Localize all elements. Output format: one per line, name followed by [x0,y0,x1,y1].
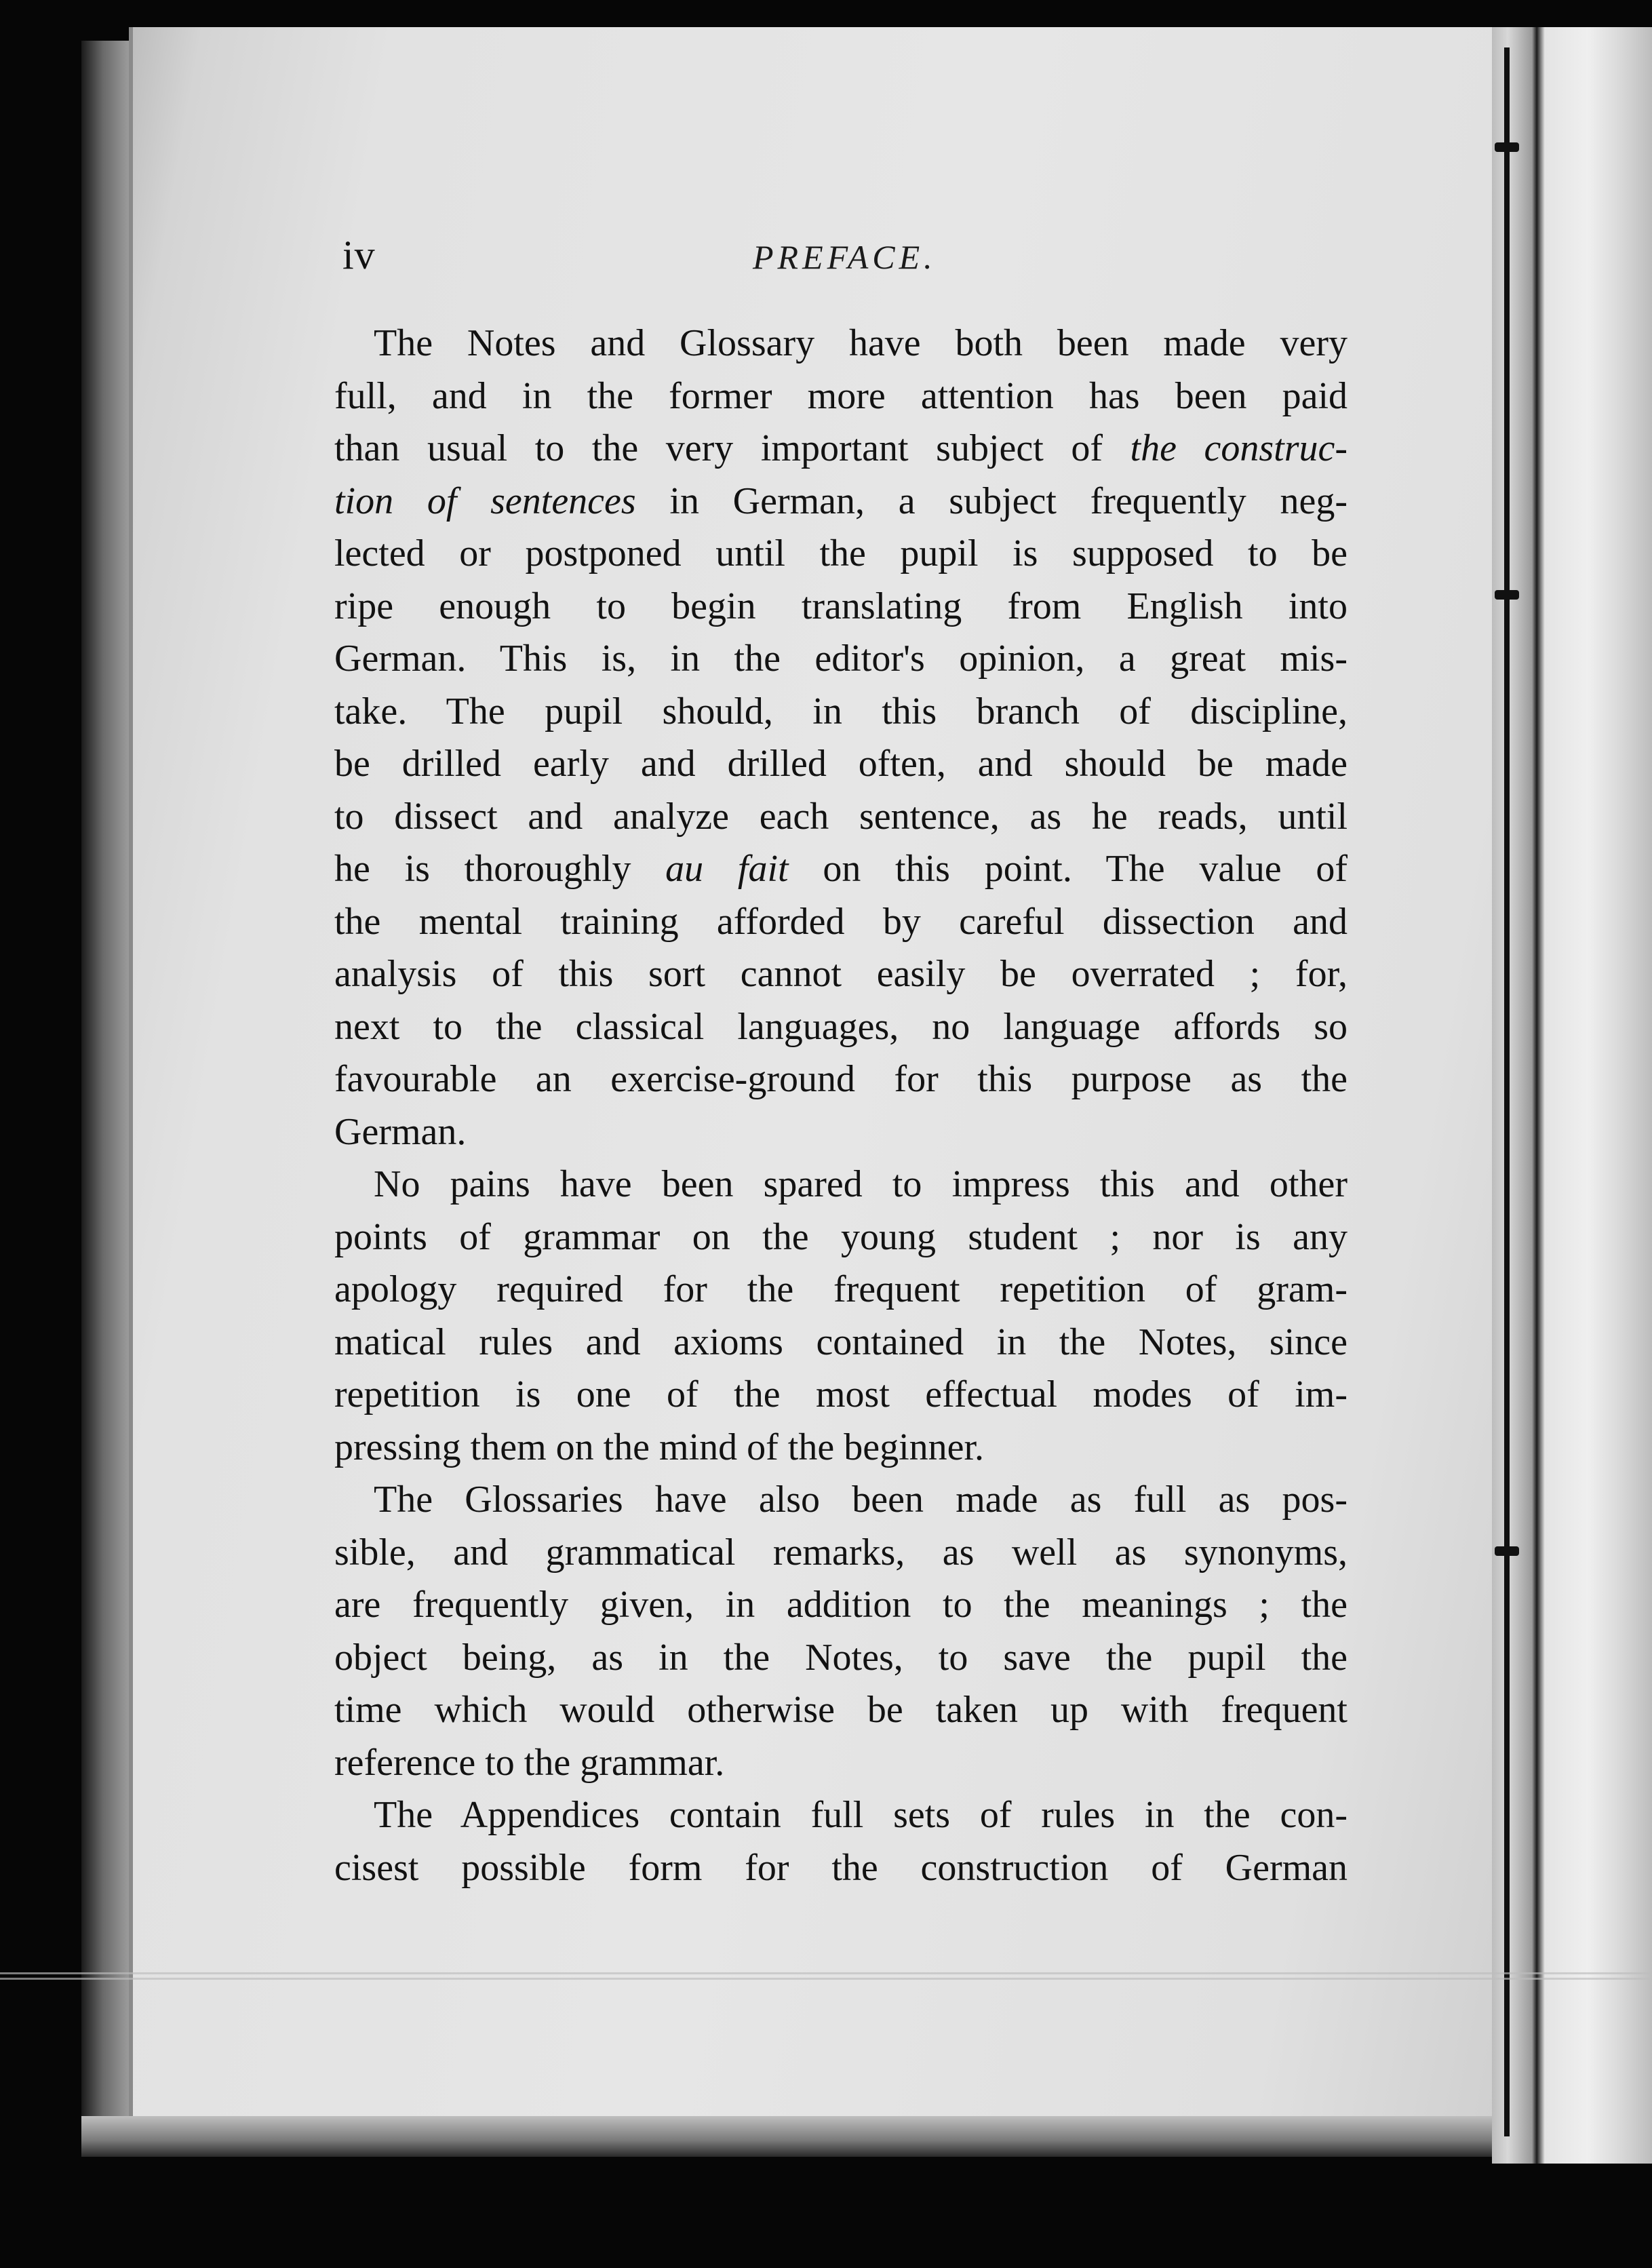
text-line [334,1737,1348,1790]
scan-artifact-line [0,1972,1652,1974]
paragraph [334,317,1348,1158]
text-line [334,1264,1348,1316]
text-run: pressing them on the mind of the beginner. [334,1426,985,1468]
text-line [334,791,1348,844]
text-line [334,1158,1348,1211]
page-left-edge [81,41,136,2150]
text-line [334,896,1348,949]
text-run: sible, and grammatical remarks, as well as synonyms, [334,1531,1348,1573]
text-run: on this point. The value of [788,848,1348,890]
gutter-binding-line [1504,47,1510,2136]
paragraph [334,1789,1348,1894]
text-line [334,1422,1348,1474]
text-run: The Appendices contain full sets of rules in the con- [374,1794,1348,1836]
binding-stitch-mark [1495,1546,1519,1556]
binding-stitch-mark [1495,142,1519,152]
italic-text-run: au fait [665,848,789,890]
text-line [334,475,1348,528]
text-run: are frequently given, in addition to the meanings ; the [334,1584,1348,1626]
text-line [334,1579,1348,1632]
text-line [334,1053,1348,1106]
text-line [334,1369,1348,1422]
text-line [334,1842,1348,1895]
italic-text-run: tion of sentences [334,480,636,522]
text-run: time which would otherwise be taken up with frequent [334,1689,1348,1731]
text-line [334,686,1348,739]
text-line [334,1211,1348,1264]
book-gutter [1492,27,1652,2164]
text-run: ripe enough to begin translating from English into [334,585,1348,627]
paragraph [334,1158,1348,1474]
text-run: the mental training afforded by careful dissection and [334,900,1348,943]
text-run: repetition is one of the most effectual modes of im- [334,1373,1348,1415]
text-run: lected or postponed until the pupil is supposed to be [334,532,1348,574]
page-bottom-shadow [81,2116,1506,2157]
text-line [334,423,1348,475]
text-run: apology required for the frequent repetition of gram- [334,1268,1348,1310]
text-run: full, and in the former more attention has been paid [334,374,1348,417]
text-line [334,1106,1348,1159]
text-line [334,1474,1348,1527]
text-line [334,738,1348,791]
text-run: be drilled early and drilled often, and should be made [334,743,1348,785]
text-run: cisest possible form for the construction of German [334,1846,1348,1889]
text-line [334,843,1348,896]
text-run: German. [334,1110,467,1153]
text-line [334,1684,1348,1737]
text-run: reference to the grammar. [334,1741,725,1784]
text-run: to dissect and analyze each sentence, as he reads, until [334,795,1348,838]
text-run: than usual to the very important subject of [334,427,1130,469]
text-run: points of grammar on the young student ; nor is any [334,1215,1348,1258]
text-line [334,317,1348,370]
text-run: he is thoroughly [334,848,666,890]
text-line [334,581,1348,633]
text-run: analysis of this sort cannot easily be overrated ; for, [334,953,1348,995]
paragraph [334,1474,1348,1789]
running-title: PREFACE. [753,238,937,276]
text-run: take. The pupil should, in this branch of discipline, [334,690,1348,732]
text-run: The Notes and Glossary have both been made very [374,322,1348,364]
text-line [334,1001,1348,1054]
text-run: No pains have been spared to impress this and other [374,1163,1348,1205]
text-line [334,633,1348,686]
text-line [334,528,1348,581]
text-line [334,370,1348,423]
text-run: matical rules and axioms contained in the Notes, since [334,1321,1348,1363]
text-line [334,1789,1348,1842]
italic-text-run: the construc- [1130,427,1348,469]
text-line [334,1632,1348,1685]
page-number: iv [342,233,376,277]
text-run: The Glossaries have also been made as full as pos- [374,1479,1348,1521]
binding-stitch-mark [1495,590,1519,600]
text-run: object being, as in the Notes, to save the pupil the [334,1636,1348,1679]
text-run: favourable an exercise-ground for this purpose as the [334,1058,1348,1100]
text-run: German. This is, in the editor's opinion, a great mis- [334,638,1348,680]
scan-artifact-line [0,1978,1652,1980]
text-line [334,1316,1348,1369]
preface-body [334,317,1348,1894]
text-line [334,1527,1348,1580]
text-run: in German, a subject frequently neg- [635,480,1348,522]
text-run: next to the classical languages, no language affords so [334,1005,1348,1048]
text-line [334,948,1348,1001]
